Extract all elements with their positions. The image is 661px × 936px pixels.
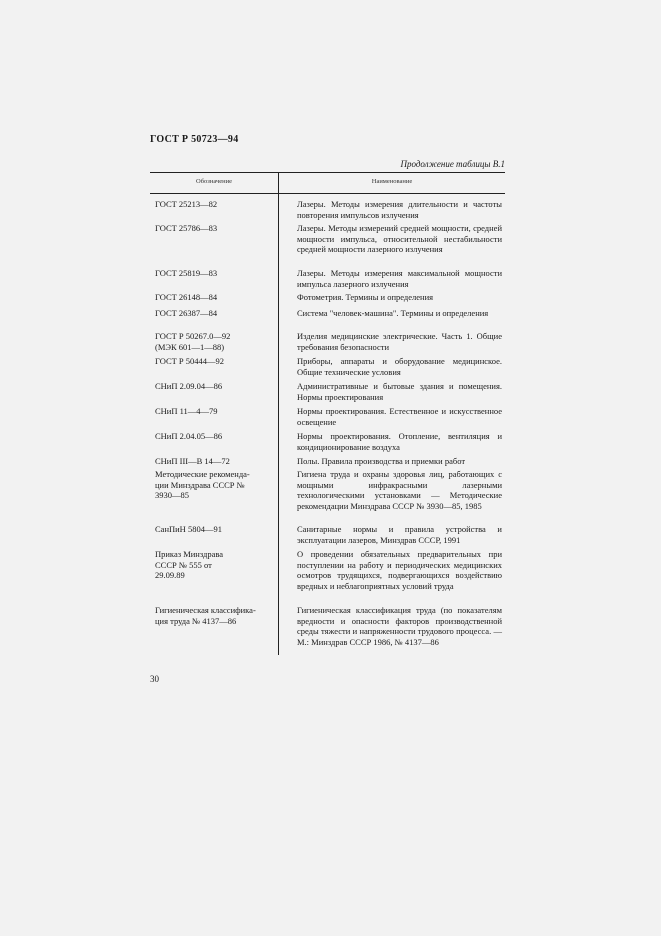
table-row-code: СНиП III—В 14—72 xyxy=(155,456,230,466)
table-continuation-caption: Продолжение таблицы В.1 xyxy=(400,159,505,169)
table-row-code: ГОСТ 25819—83 xyxy=(155,268,218,278)
table-row-code: ГОСТ 25213—82 xyxy=(155,199,218,209)
table-row-name: Приборы, аппараты и оборудование медицинское. Общие технические условия xyxy=(297,356,502,377)
table-row-code: Приказ Минздрава СССР № 555 от 29.09.89 xyxy=(155,549,224,580)
table-row-code: Гигиеническая классифика- ция труда № 4137—86 xyxy=(155,605,256,626)
table-row-name: Нормы проектирования. Естественное и искусственное освещение xyxy=(297,406,502,427)
table-row-code: ГОСТ 26387—84 xyxy=(155,308,218,318)
table-row-code: СНиП 11—4—79 xyxy=(155,406,218,416)
table-row-code: СанПиН 5804—91 xyxy=(155,524,222,534)
table-top-rule xyxy=(150,172,505,173)
table-row-name: О проведении обязательных предварительных при поступлении на работу и периодических медицинских осмотров трудящихся, подвергающихся воздействию вредных и неблагоприятных условий труда xyxy=(297,549,502,591)
table-row-name: Лазеры. Методы измерения максимальной мощности импульса лазерного излучения xyxy=(297,268,502,289)
column-header-name: Наименование xyxy=(371,178,413,185)
table-row-name: Лазеры. Методы измерений средней мощности, средней мощности импульса, относительной нестабильности средней мощности лазерного излучения xyxy=(297,223,502,254)
document-title: ГОСТ Р 50723—94 xyxy=(150,134,239,145)
table-row-code: ГОСТ 26148—84 xyxy=(155,292,218,302)
table-row-name: Изделия медицинские электрические. Часть 1. Общие требования безопасности xyxy=(297,331,502,352)
table-row-code: ГОСТ Р 50267.0—92 (МЭК 601—1—88) xyxy=(155,331,231,352)
table-row-code: ГОСТ 25786—83 xyxy=(155,223,218,233)
table-row-name: Нормы проектирования. Отопление, вентиляция и кондиционирование воздуха xyxy=(297,431,502,452)
table-row-name: Гигиеническая классификация труда (по показателям вредности и опасности факторов производственной среды тяжести и напряженности трудового процесса. — М.: Минздрав СССР 1986, № 4137—86 xyxy=(297,605,502,647)
table-row-name: Система "человек-машина". Термины и определения xyxy=(297,308,489,318)
table-row-name: Фотометрия. Термины и определения xyxy=(297,292,434,302)
table-row-code: Методические рекоменда- ции Минздрава СССР № 3930—85 xyxy=(155,469,250,500)
column-header-designation: Обозначение xyxy=(196,178,232,185)
table-header-rule xyxy=(150,193,505,194)
table-row-code: СНиП 2.04.05—86 xyxy=(155,431,223,441)
table-row-name: Полы. Правила производства и приемки работ xyxy=(297,456,466,466)
table-row-name: Лазеры. Методы измерения длительности и частоты повторения импульсов излучения xyxy=(297,199,502,220)
page-number: 30 xyxy=(150,674,159,684)
table-row-name: Административные и бытовые здания и помещения. Нормы проектирования xyxy=(297,381,502,402)
table-column-divider xyxy=(278,173,279,655)
table-row-code: СНиП 2.09.04—86 xyxy=(155,381,223,391)
table-row-name: Гигиена труда и охраны здоровья лиц, работающих с мощными инфракрасными лазерными технологическими установками — Методические рекомендации Минздрава СССР № 3930—85, 1985 xyxy=(297,469,502,511)
table-row-code: ГОСТ Р 50444—92 xyxy=(155,356,225,366)
table-row-name: Санитарные нормы и правила устройства и эксплуатации лазеров, Минздрав СССР, 1991 xyxy=(297,524,502,545)
